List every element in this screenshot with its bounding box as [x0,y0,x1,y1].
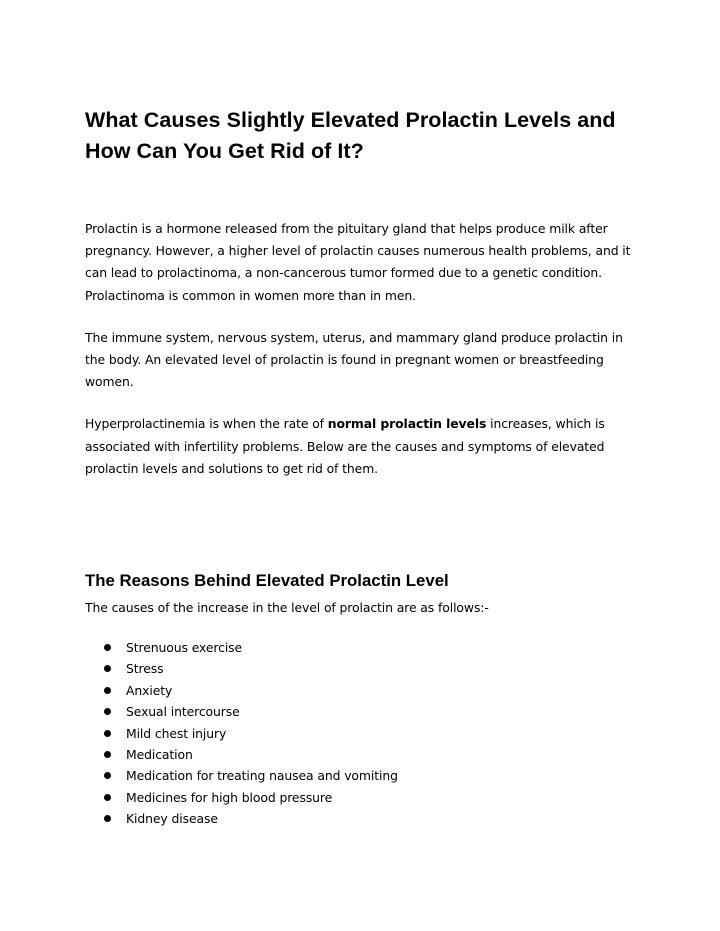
page-title: What Causes Slightly Elevated Prolactin Levels and How Can You Get Rid of It? [85,108,616,163]
bullet-icon [104,687,111,694]
causes-list [85,637,645,830]
list-item [85,808,645,829]
list-item [85,765,645,786]
list-item [85,701,645,722]
list-item-label: Medicines for high blood pressure [126,789,333,805]
list-item-label: Medication [126,746,193,762]
list-item-label: Stress [126,661,164,677]
bullet-icon [104,794,111,801]
list-item-label: Strenuous exercise [126,640,243,656]
list-item [85,637,645,658]
paragraph-text-end: increases, which is associated with infertility problems. Below are the causes and symptoms of elevated prolactin levels and solutions to get rid of them. [85,416,605,476]
bullet-icon [104,772,111,779]
section-heading: The Reasons Behind Elevated Prolactin Level [85,571,449,591]
bullet-icon [104,751,111,758]
list-item-label: Mild chest injury [126,725,227,741]
document-content [85,105,645,830]
list-item [85,723,645,744]
list-item [85,680,645,701]
list-item [85,744,645,765]
bullet-icon [104,644,111,651]
list-item-label: Anxiety [126,682,173,698]
list-item-label: Kidney disease [126,811,218,827]
list-item [85,658,645,679]
bullet-icon [104,708,111,715]
bullet-icon [104,730,111,737]
paragraph-prolactin-definition: Prolactin is a hormone released from the pituitary gland that helps produce milk after pregnancy. However, a higher level of prolactin causes numerous health problems, and it can lead to prolactinoma, a non-cancerous tumor formed due to a genetic condition. Prolactinoma is common in women more than in men. [85,221,631,303]
list-item-label: Medication for treating nausea and vomiting [126,768,398,784]
bold-phrase-normal-prolactin-levels: normal prolactin levels [327,416,487,432]
paragraph-text-start: Hyperprolactinemia is when the rate of [85,416,328,432]
paragraph-prolactin-sources: The immune system, nervous system, uterus, and mammary gland produce prolactin in the body. An elevated level of prolactin is found in pregnant women or breastfeeding women. [85,329,623,390]
list-item [85,787,645,808]
bullet-icon [104,665,111,672]
list-item-label: Sexual intercourse [126,704,240,720]
section-intro: The causes of the increase in the level of prolactin are as follows:- [85,600,489,616]
bullet-icon [104,815,111,822]
paragraph-hyperprolactinemia [85,413,640,480]
